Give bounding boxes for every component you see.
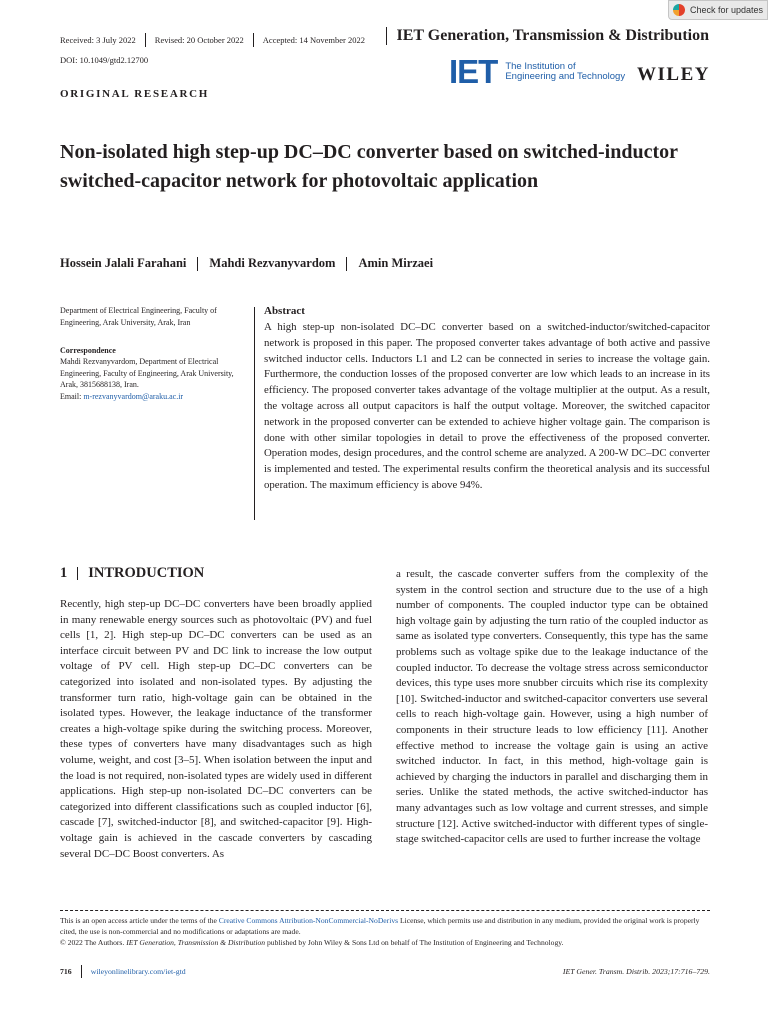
copyright-note: [60, 937, 710, 948]
iet-logo-line1: The Institution of: [505, 60, 576, 72]
affiliation: Department of Electrical Engineering, Faculty of Engineering, Arak University, Arak, Iran: [60, 306, 217, 327]
section-heading: [60, 565, 204, 582]
divider: [77, 567, 78, 580]
iet-logo-letters: IET: [449, 53, 498, 90]
divider: [197, 257, 198, 271]
wiley-logo: WILEY: [637, 64, 710, 85]
article-history: [60, 33, 365, 47]
correspondence-body: Mahdi Rezvanyvardom, Department of Electrical Engineering, Faculty of Engineering, Arak University, Arak, 3815688138, Iran.: [60, 357, 234, 389]
abstract-text: A high step-up non-isolated DC–DC converter based on a switched-inductor/switched-capacitor network is proposed in this paper. The proposed converter takes advantage of both active and passive switched inductor cells. Inductors L1 and L2 can be connected in series to increase the voltage gain. Furthermore, the conduction losses of the proposed converter are low which leads to an increase in its efficiency. The proposed converter takes advantage of the voltage multiplier at the output. As a result, the voltage across all output capacitors is half the output voltage. Moreover, the switched capacitor network in the proposed converter can be extended to achieve higher voltage gain. The comparison is done with other similar topologies in detail to prove the effectiveness of the proposed converter. Operation modes, design procedures, and the control scheme are analyzed. A 200-W DC–DC converter is implemented and tested. The experimental results confirm the theoretical analysis and its successful operation. The maximum efficiency is above 94%.: [264, 321, 710, 491]
divider: [81, 965, 82, 978]
email-label: Email:: [60, 392, 82, 401]
body-column-right: a result, the cascade converter suffers from the complexity of the system in the control section and structure due to the use of a high number of components. The coupled inductor type can be obtained high voltage gain by adjusting the turn ratio of the coupled inductor as same as isolated type converters. Consequently, this type has the same problems such as voltage spike due to the leakage inductance of the coupled inductor. To decrease the voltage stress across semiconductor devices, this type uses more snubber circuits which rise its complexity [10]. Switched-inductor and switched-capacitor converters use several cells to reach high-voltage gain. However, using a high number of components in their structure leads to low efficiency [11]. Another effective method to increase the voltage gain is using an active switched inductor. In fact, in this method, high-voltage gain is achieved by charging the inductors in parallel and discharging them in series. Unlike the stated methods, the active switched-inductor has many advantages such as low voltage and current stresses, and simple structure [12]. Active switched-inductor with different types of single-stage switched-capacitor cells are used to further increase the voltage: [396, 568, 708, 846]
divider: [346, 257, 347, 271]
article-type: ORIGINAL RESEARCH: [60, 88, 210, 100]
author-1[interactable]: Hossein Jalali Farahani: [60, 256, 187, 270]
crossmark-icon: [673, 4, 685, 16]
revised-date: Revised: 20 October 2022: [154, 35, 244, 45]
citation: IET Gener. Transm. Distrib. 2023;17:716–729.: [562, 967, 710, 976]
abstract-heading: Abstract: [264, 305, 305, 317]
page-number: 716: [60, 967, 72, 976]
article-title: Non-isolated high step-up DC–DC converter based on switched-inductor switched-capacitor network for photovoltaic application: [60, 141, 678, 192]
check-for-updates-button[interactable]: [668, 0, 768, 20]
journal-title: IET Generation, Transmission & Distribution: [386, 27, 710, 45]
license-pre: This is an open access article under the terms of the: [60, 916, 217, 925]
received-date: Received: 3 July 2022: [60, 35, 136, 45]
section-title: INTRODUCTION: [88, 565, 205, 581]
footnote: [60, 915, 710, 948]
accepted-date: Accepted: 14 November 2022: [262, 35, 365, 45]
copyright-pre: © 2022 The Authors.: [60, 938, 125, 947]
section-number: 1: [60, 565, 68, 581]
abstract-rule: [254, 307, 255, 520]
iet-logo-text: [505, 62, 625, 83]
copyright-journal: IET Generation, Transmission & Distribution: [126, 938, 266, 947]
license-link[interactable]: Creative Commons Attribution-NonCommercial-NoDerivs: [218, 916, 399, 925]
page-footer: [60, 965, 710, 978]
author-list: [60, 256, 433, 271]
check-for-updates-label: Check for updates: [689, 5, 764, 15]
divider: [145, 33, 146, 47]
author-2[interactable]: Mahdi Rezvanyvardom: [209, 256, 336, 270]
correspondence-email: [60, 392, 183, 401]
correspondence-label: Correspondence: [60, 346, 116, 355]
footnote-rule: [60, 910, 710, 911]
author-3[interactable]: Amin Mirzaei: [358, 256, 434, 270]
copyright-post: published by John Wiley & Sons Ltd on behalf of The Institution of Engineering and Technology.: [266, 938, 564, 947]
body-column-left: Recently, high step-up DC–DC converters have been broadly applied in many renewable energy sources such as photovoltaic (PV) and fuel cells [1, 2]. High step-up DC–DC converters can be used as an interface circuit between PV and DC link to increase the low output voltage of PV cell. High step-up DC–DC converters can be categorized into isolated and non-isolated types. By adjusting the transformer turn ratio, high-voltage gain can be obtained in the isolated types. However, the leakage inductance of the transformer creates a high-voltage spike during the switching process. Moreover, these types of converters have many disadvantages such as high volume, weight, and cost [3–5]. When isolation between the input and the load is not required, non-isolated types are widely used in different applications. High step-up non-isolated DC–DC converters can be categorized into different classifications such as coupled inductor [6], cascade [7], switched-inductor [8], and switched-capacitor [9]. High-voltage gain is achieved in the cascade converters by cascading several DC–DC Boost converters. As: [60, 598, 372, 860]
journal-url[interactable]: wileyonlinelibrary.com/iet-gtd: [90, 967, 186, 976]
license-post: License, which permits use and distribution in any medium, provided the original work is properly cited, the use is non-commercial and no modifications or adaptations are made.: [60, 916, 700, 936]
divider: [253, 33, 254, 47]
iet-logo-line2: Engineering and Technology: [505, 71, 626, 82]
iet-logo: [449, 53, 626, 90]
doi[interactable]: DOI: 10.1049/gtd2.12700: [60, 55, 149, 65]
license-note: [60, 915, 710, 937]
email-link[interactable]: m-rezvanyvardom@araku.ac.ir: [83, 392, 184, 401]
